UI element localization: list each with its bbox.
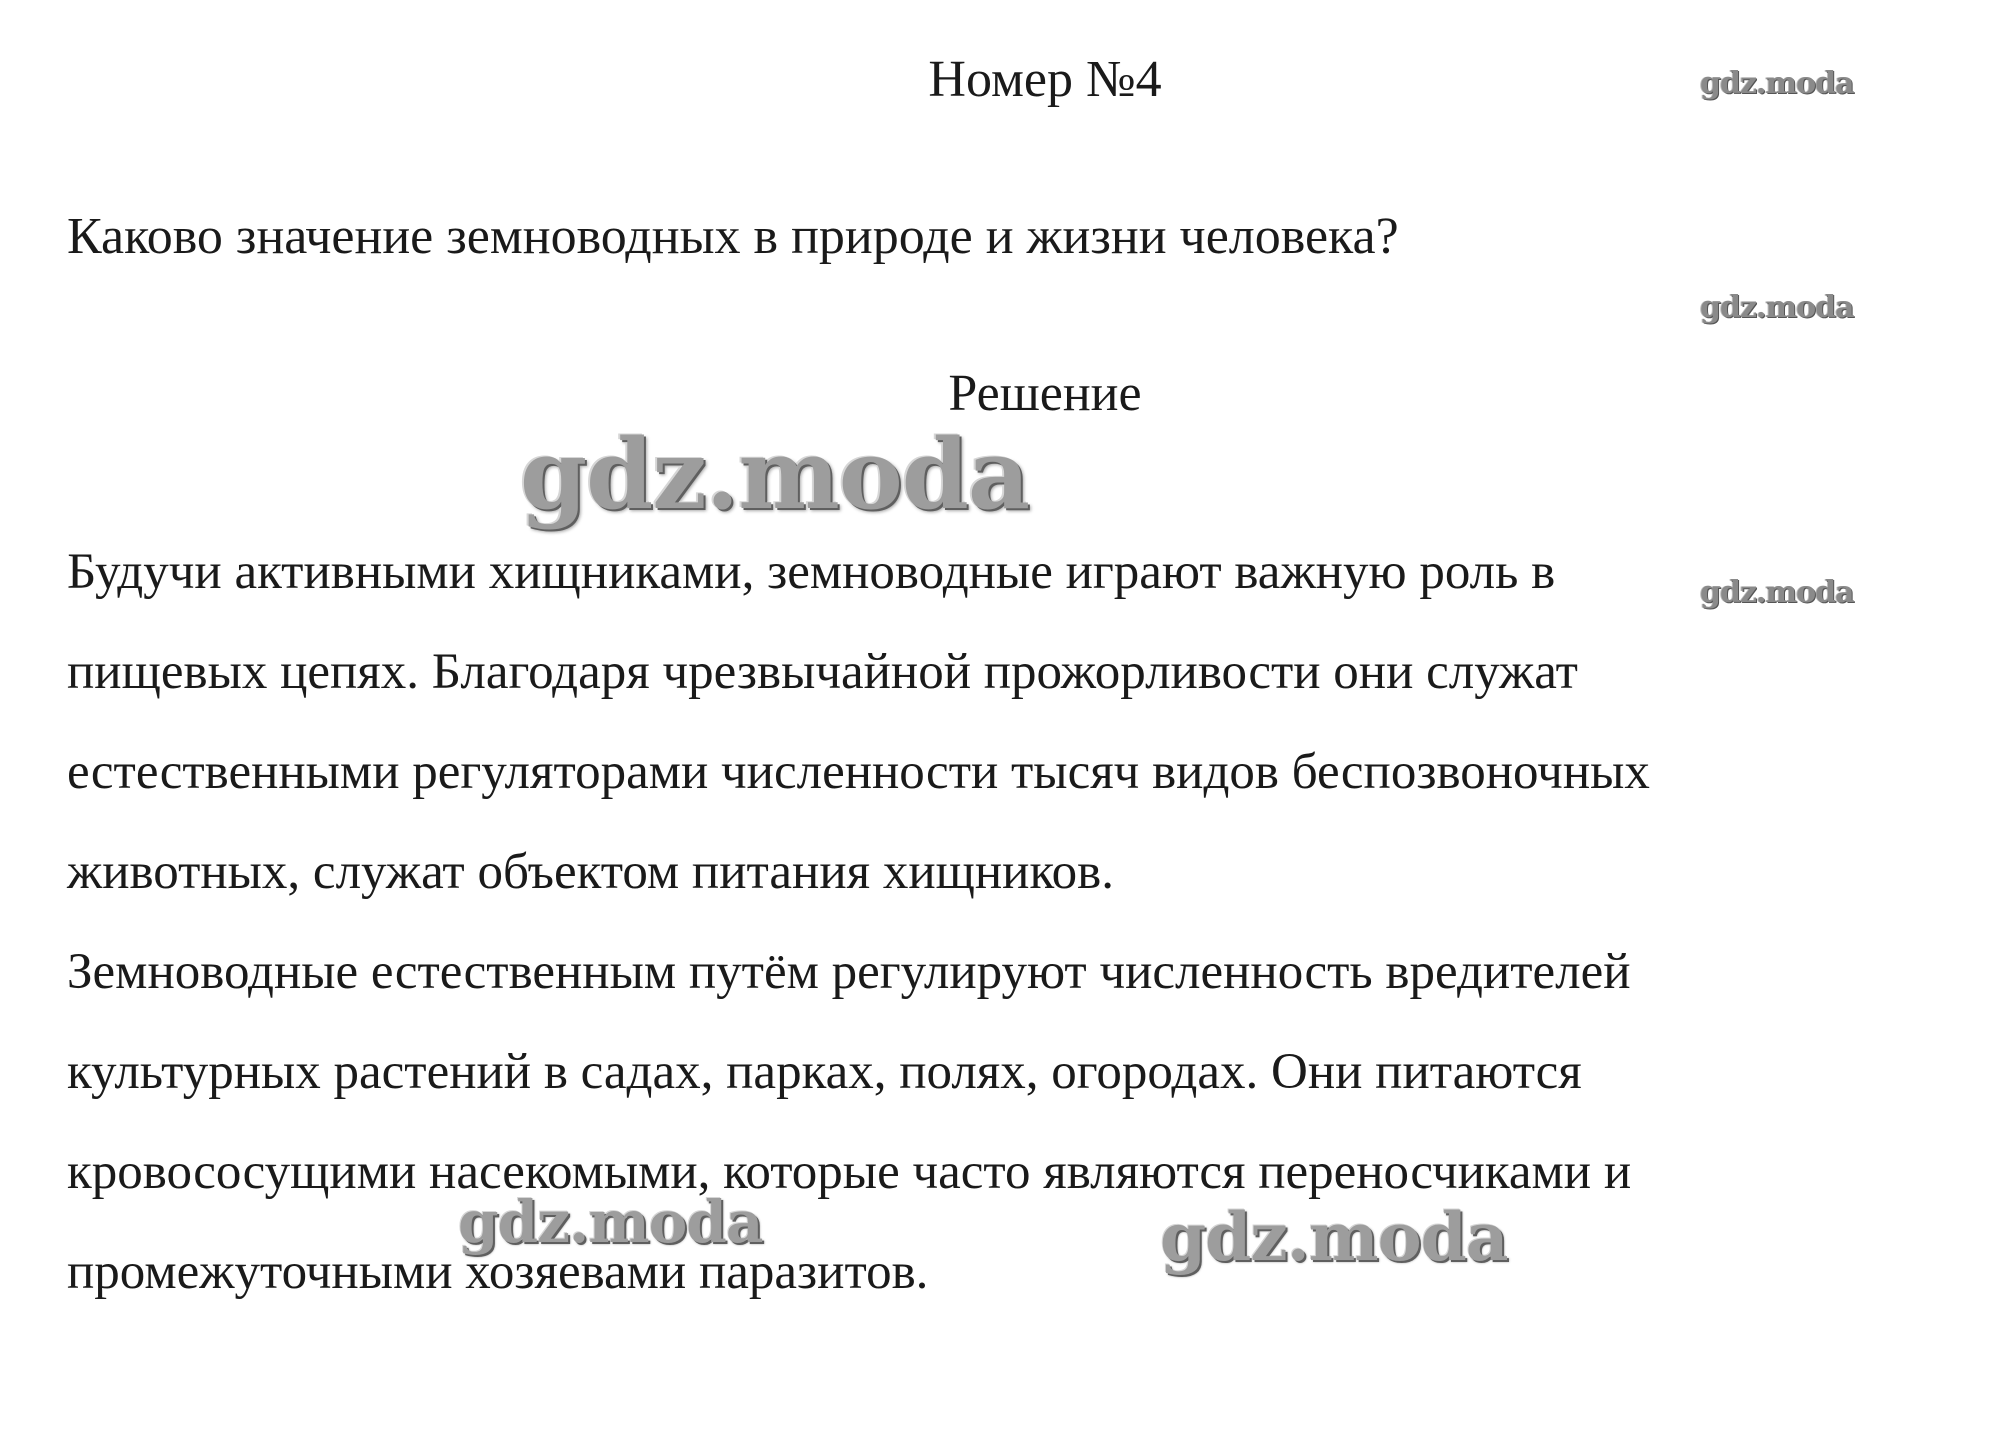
answer-line: культурных растений в садах, парках, полях, огородах. Они питаются xyxy=(67,1044,1582,1100)
question-text: Каково значение земноводных в природе и жизни человека? xyxy=(67,208,1399,265)
answer-line: животных, служат объектом питания хищников. xyxy=(67,844,1114,900)
watermark-logo: gdz.moda xyxy=(1160,1198,1508,1276)
answer-line: кровососущими насекомыми, которые часто являются переносчиками и xyxy=(67,1144,1632,1200)
answer-line: естественными регуляторами численности тысяч видов беспозвоночных xyxy=(67,744,1650,800)
answer-line: промежуточными хозяевами паразитов. xyxy=(67,1244,929,1300)
watermark-logo: gdz.moda xyxy=(1700,290,1854,325)
watermark-logo: gdz.moda xyxy=(520,418,1030,531)
page-title: Номер №4 xyxy=(928,51,1162,108)
answer-line: Будучи активными хищниками, земноводные играют важную роль в xyxy=(67,544,1556,600)
watermark-logo: gdz.moda xyxy=(1700,66,1854,101)
watermark-logo: gdz.moda xyxy=(1700,575,1854,610)
answer-text xyxy=(67,522,1967,1322)
solution-heading: Решение xyxy=(948,365,1142,422)
answer-line: пищевых цепях. Благодаря чрезвычайной прожорливости они служат xyxy=(67,644,1578,700)
watermark-logo: gdz.moda xyxy=(458,1188,763,1256)
answer-line: Земноводные естественным путём регулируют численность вредителей xyxy=(67,944,1631,1000)
